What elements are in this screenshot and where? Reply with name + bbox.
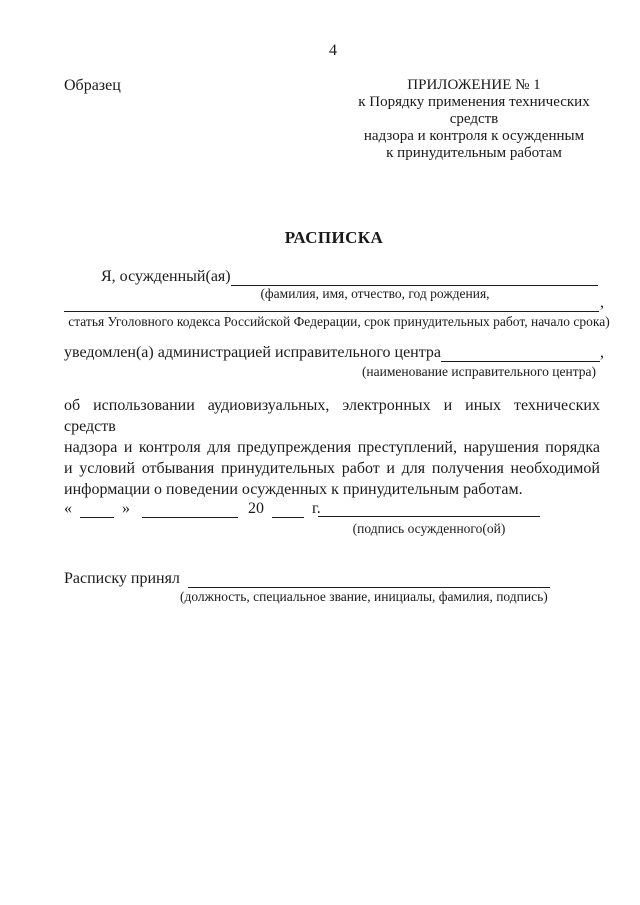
year-suffix: г. bbox=[312, 500, 321, 517]
article-row bbox=[64, 296, 604, 312]
sample-label: Образец bbox=[64, 77, 121, 94]
convict-signature-caption: (подпись осужденного(ой) bbox=[352, 521, 506, 536]
appendix-line-3: надзора и контроля к осужденным bbox=[363, 128, 585, 144]
document-title: РАСПИСКА bbox=[284, 228, 384, 247]
notified-row bbox=[64, 343, 604, 362]
article-caption: статья Уголовного кодекса Российской Федерации, срок принудительных работ, начало срока) bbox=[68, 314, 610, 329]
notified-trailing-comma: , bbox=[600, 344, 604, 361]
paragraph-line-3: и условий отбывания принудительных работ и для получения необходимой bbox=[64, 460, 600, 477]
paragraph-line-1: об использовании аудиовизуальных, электронных и иных технических средств bbox=[64, 397, 600, 435]
center-name-blank-field bbox=[441, 343, 600, 362]
appendix-block bbox=[336, 77, 612, 162]
article-trailing-comma: , bbox=[600, 294, 604, 311]
month-blank-field bbox=[142, 499, 238, 518]
received-row bbox=[64, 567, 550, 588]
appendix-line-1: ПРИЛОЖЕНИЕ № 1 bbox=[407, 77, 541, 93]
convict-name-label: Я, осужденный(ая) bbox=[101, 268, 231, 285]
appendix-line-4: к принудительным работам bbox=[386, 145, 562, 161]
received-blank-field bbox=[188, 569, 550, 588]
year-prefix: 20 bbox=[248, 500, 264, 517]
paragraph-line-2: надзора и контроля для предупреждения преступлений, нарушения порядка bbox=[64, 439, 600, 456]
year-blank-field bbox=[272, 499, 304, 518]
date-row bbox=[64, 498, 321, 518]
page-number: 4 bbox=[329, 42, 337, 59]
received-label: Расписку принял bbox=[64, 570, 180, 587]
day-blank-field bbox=[80, 499, 114, 518]
convict-signature-blank-field bbox=[318, 498, 540, 517]
received-caption: (должность, специальное звание, инициалы, фамилия, подпись) bbox=[180, 589, 548, 604]
body-paragraph bbox=[64, 395, 600, 500]
appendix-line-2: к Порядку применения технических средств bbox=[358, 94, 590, 127]
date-open-quote: « bbox=[64, 500, 72, 517]
convict-name-row bbox=[64, 265, 598, 286]
center-name-caption: (наименование исправительного центра) bbox=[361, 364, 596, 379]
date-close-quote: » bbox=[122, 500, 130, 517]
paragraph-line-4: информации о поведении осужденных к принудительным работам. bbox=[64, 481, 523, 498]
convict-name-blank-field bbox=[231, 267, 598, 286]
article-blank-field bbox=[64, 293, 599, 312]
notified-label: уведомлен(а) администрацией исправительного центра bbox=[64, 344, 442, 361]
convict-name-caption: (фамилия, имя, отчество, год рождения, bbox=[260, 286, 490, 301]
